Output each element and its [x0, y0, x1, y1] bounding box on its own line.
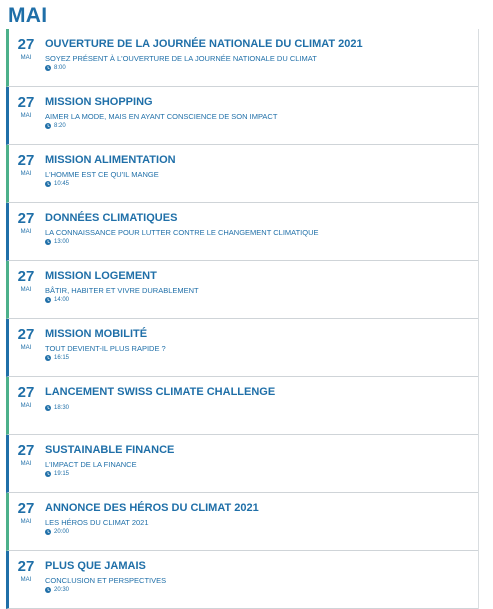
event-title[interactable]: LANCEMENT SWISS CLIMATE CHALLENGE: [45, 386, 276, 398]
clock-icon: [45, 65, 51, 71]
clock-icon: [45, 239, 51, 245]
event-time: 10:45: [54, 181, 70, 187]
event-time: 20:30: [54, 587, 70, 593]
event-time: 19:15: [54, 471, 70, 477]
event-time-row: [45, 354, 472, 362]
clock-icon: [45, 355, 51, 361]
event-time-row: [45, 64, 472, 72]
event-time-row: [45, 586, 472, 594]
event-time-row: [45, 238, 472, 246]
event-date: [14, 385, 38, 410]
event-item[interactable]: [6, 29, 478, 87]
event-date: [14, 327, 38, 352]
clock-icon: [45, 123, 51, 129]
event-time-row: [45, 122, 472, 130]
event-body: [45, 444, 472, 478]
event-month: MAI: [20, 403, 32, 409]
clock-icon: [45, 405, 51, 411]
event-day: 27: [17, 500, 35, 517]
month-heading: MAI: [8, 4, 48, 27]
event-item[interactable]: [6, 87, 478, 145]
event-item[interactable]: [6, 145, 478, 203]
event-month: MAI: [20, 461, 32, 467]
event-time: 16:15: [54, 355, 70, 361]
event-day: 27: [17, 558, 35, 575]
event-time-row: [45, 528, 472, 536]
event-month: MAI: [20, 113, 32, 119]
clock-icon: [45, 297, 51, 303]
event-title[interactable]: MISSION SHOPPING: [45, 96, 153, 108]
event-date: [14, 95, 38, 120]
event-month: MAI: [20, 55, 32, 61]
event-time: 8:00: [54, 65, 66, 71]
event-month: MAI: [20, 519, 32, 525]
event-month: MAI: [20, 287, 32, 293]
event-title[interactable]: ANNONCE DES HÉROS DU CLIMAT 2021: [45, 502, 259, 514]
event-body: [45, 96, 472, 130]
event-date: [14, 559, 38, 584]
event-day: 27: [17, 442, 35, 459]
clock-icon: [45, 529, 51, 535]
event-body: [45, 502, 472, 536]
event-body: [45, 560, 472, 594]
event-day: 27: [17, 268, 35, 285]
event-body: [45, 154, 472, 188]
event-day: 27: [17, 326, 35, 343]
event-title[interactable]: MISSION LOGEMENT: [45, 270, 157, 282]
event-item[interactable]: [6, 551, 478, 609]
event-title[interactable]: OUVERTURE DE LA JOURNÉE NATIONALE DU CLIMAT 2021: [45, 38, 363, 50]
clock-icon: [45, 471, 51, 477]
event-time: 18:30: [54, 405, 70, 411]
event-month: MAI: [20, 229, 32, 235]
event-date: [14, 153, 38, 178]
event-body: [45, 328, 472, 362]
event-time-row: [45, 470, 472, 478]
event-month: MAI: [20, 345, 32, 351]
event-subtitle: L'HOMME EST CE QU'IL MANGE: [45, 170, 159, 179]
clock-icon: [45, 587, 51, 593]
event-subtitle: BÂTIR, HABITER ET VIVRE DURABLEMENT: [45, 286, 199, 295]
event-time: 8:20: [54, 123, 66, 129]
event-time-row: [45, 404, 472, 412]
event-title[interactable]: PLUS QUE JAMAIS: [45, 560, 146, 572]
event-item[interactable]: [6, 203, 478, 261]
event-time-row: [45, 180, 472, 188]
event-title[interactable]: DONNÉES CLIMATIQUES: [45, 212, 178, 224]
event-day: 27: [17, 94, 35, 111]
event-time-row: [45, 296, 472, 304]
event-item[interactable]: [6, 261, 478, 319]
clock-icon: [45, 181, 51, 187]
event-day: 27: [17, 36, 35, 53]
event-body: [45, 212, 472, 246]
event-item[interactable]: [6, 377, 478, 435]
event-day: 27: [17, 384, 35, 401]
event-title[interactable]: MISSION ALIMENTATION: [45, 154, 176, 166]
event-body: [45, 386, 472, 412]
event-day: 27: [17, 210, 35, 227]
event-title[interactable]: SUSTAINABLE FINANCE: [45, 444, 175, 456]
event-date: [14, 37, 38, 62]
event-list: [6, 29, 479, 609]
event-body: [45, 38, 472, 72]
event-subtitle: L'IMPACT DE LA FINANCE: [45, 460, 137, 469]
event-item[interactable]: [6, 435, 478, 493]
event-time: 20:00: [54, 529, 70, 535]
event-date: [14, 269, 38, 294]
event-time: 14:00: [54, 297, 70, 303]
event-body: [45, 270, 472, 304]
event-month: MAI: [20, 577, 32, 583]
event-item[interactable]: [6, 319, 478, 377]
event-subtitle: CONCLUSION ET PERSPECTIVES: [45, 576, 167, 585]
event-subtitle: LA CONNAISSANCE POUR LUTTER CONTRE LE CHANGEMENT CLIMATIQUE: [45, 228, 319, 237]
event-subtitle: SOYEZ PRÉSENT À L'OUVERTURE DE LA JOURNÉE NATIONALE DU CLIMAT: [45, 54, 317, 63]
event-subtitle: AIMER LA MODE, MAIS EN AYANT CONSCIENCE DE SON IMPACT: [45, 112, 278, 121]
event-day: 27: [17, 152, 35, 169]
event-date: [14, 443, 38, 468]
event-subtitle: LES HÉROS DU CLIMAT 2021: [45, 518, 149, 527]
event-title[interactable]: MISSION MOBILITÉ: [45, 328, 148, 340]
event-time: 13:00: [54, 239, 70, 245]
event-date: [14, 501, 38, 526]
event-month: MAI: [20, 171, 32, 177]
event-subtitle: TOUT DEVIENT-IL PLUS RAPIDE ?: [45, 344, 166, 353]
event-item[interactable]: [6, 493, 478, 551]
event-date: [14, 211, 38, 236]
